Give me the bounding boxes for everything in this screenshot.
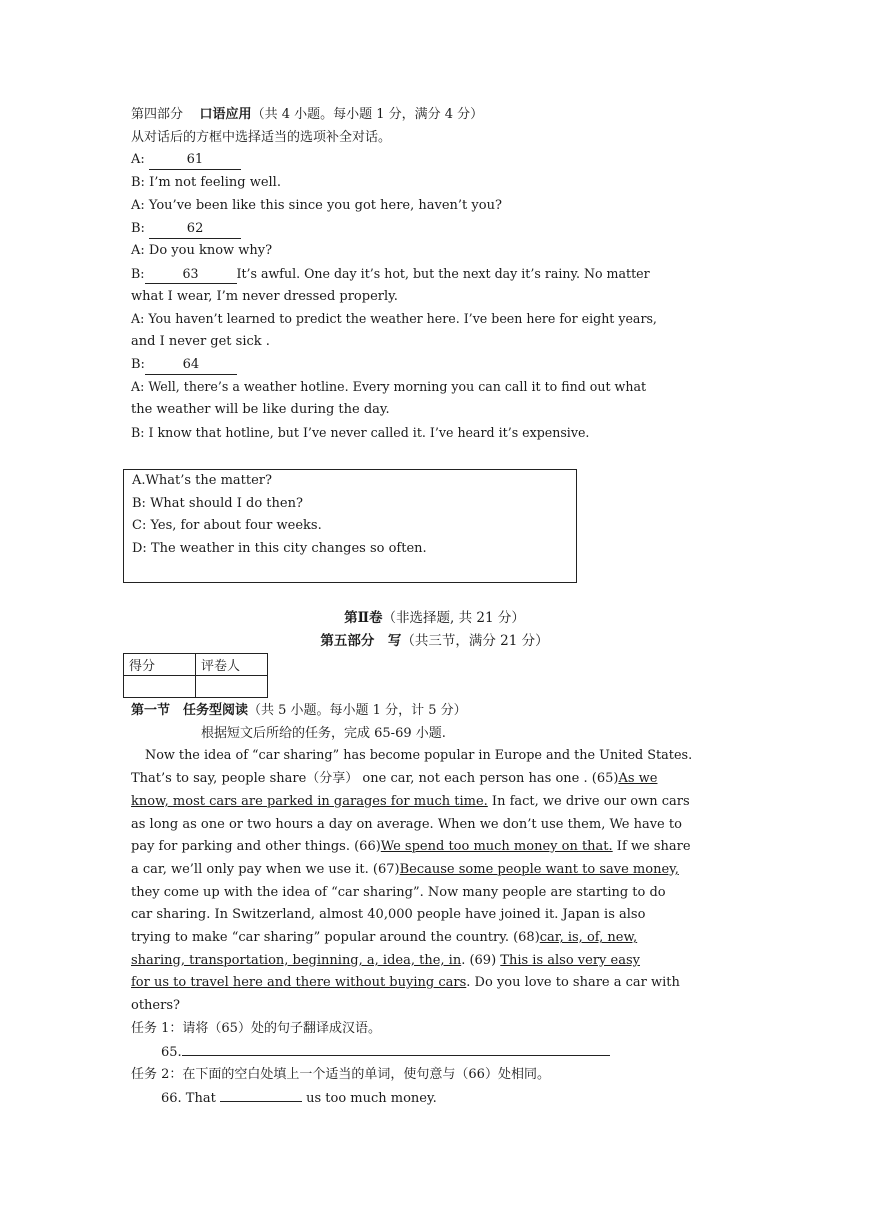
- score-table: [123, 653, 268, 698]
- section1: [131, 700, 741, 1111]
- task1-instruction: 任务 1：请将（65）处的句子翻译成汉语。: [131, 1020, 381, 1036]
- part4-instruction: 从对话后的方框中选择适当的选项补全对话。: [131, 129, 392, 145]
- option-c: C: Yes, for about four weeks.: [132, 518, 322, 534]
- option-a: A.What’s the matter?: [132, 473, 272, 488]
- answer-line-65[interactable]: [182, 1041, 610, 1056]
- dialogue-line: and I never get sick .: [131, 334, 270, 350]
- dialogue-line: A: Do you know why?: [131, 243, 273, 259]
- dialogue-line: what I wear, I’m never dressed properly.: [131, 288, 398, 304]
- part5-title: 第五部分 写（共三节，满分 21 分）: [320, 633, 549, 649]
- answer-blank-66[interactable]: [220, 1087, 302, 1102]
- sentence-69: This is also very easy: [500, 952, 640, 968]
- score-header: 得分: [124, 654, 196, 676]
- question-65: 65.: [131, 1041, 741, 1065]
- sentence-69: for us to travel here and there without buying cars: [131, 975, 467, 991]
- sentence-65: As we: [618, 771, 658, 787]
- blank-62[interactable]: 62: [149, 220, 241, 239]
- score-cell[interactable]: [124, 676, 196, 698]
- grader-header: 评卷人: [196, 654, 268, 676]
- reading-passage: Now the idea of “car sharing” has become popular in Europe and the United States. That’s to say, people share（分享） one car, not each person has one . (65)As we know, most cars are parked in garages for much time. In fact, we drive our own cars as long as one or two hours a day on average. When we don’t use them, We have to pay for parking and other things. (66)We spend too much money on that. If we share a car, we’ll only pay when we use it. (67)Because some people want to save money, they come up with the idea of “car sharing”. Now many people are starting to do car sharing. In Switzerland, almost 40,000 people have joined it. Japan is also trying to make “car sharing” popular around the country. (68)car, is, of, new, sharing, transportation, beginning, a, idea, the, in. (69) This is also very easy for us to travel here and there without buying cars. Do you love to share a car with others?: [131, 748, 693, 1014]
- section1-title: 第一节 任务型阅读（共 5 小题。每小题 1 分，计 5 分）: [131, 703, 467, 718]
- option-b: B: What should I do then?: [132, 495, 303, 511]
- dialogue-line: B: 62: [131, 218, 741, 241]
- dialogue-line: B: 63 It’s awful. One day it’s hot, but the next day it’s rainy. No matter: [131, 263, 741, 286]
- blank-64[interactable]: 64: [145, 356, 237, 375]
- sentence-65: know, most cars are parked in garages for much time.: [131, 793, 488, 809]
- options-box: [123, 469, 577, 583]
- dialogue-line: B: I’m not feeling well.: [131, 175, 281, 191]
- dialogue-line: A: 61: [131, 149, 741, 172]
- dialogue-line: A: You’ve been like this since you got here, haven’t you?: [131, 197, 502, 213]
- dialogue-line: A: Well, there’s a weather hotline. Every morning you can call it to find out what: [131, 379, 647, 395]
- part4-title: 第四部分 口语应用（共 4 小题。每小题 1 分，满分 4 分）: [131, 107, 484, 122]
- dialogue-line: B: I know that hotline, but I’ve never called it. I’ve heard it’s expensive.: [131, 424, 590, 440]
- blank-61[interactable]: 61: [149, 151, 241, 170]
- blank-63[interactable]: 63: [145, 265, 237, 284]
- option-d: D: The weather in this city changes so often.: [132, 541, 427, 557]
- grader-cell[interactable]: [196, 676, 268, 698]
- sentence-66: We spend too much money on that.: [380, 839, 613, 855]
- sentence-67: Because some people want to save money,: [399, 861, 679, 877]
- part4-section: [131, 104, 741, 445]
- section1-instruction: 根据短文后所给的任务，完成 65-69 小题.: [201, 725, 446, 741]
- question-66: 66. That us too much money.: [131, 1087, 741, 1111]
- dialogue-line: the weather will be like during the day.: [131, 402, 390, 418]
- task2-instruction: 任务 2：在下面的空白处填上一个适当的单词，使句意与（66）处相同。: [131, 1067, 550, 1083]
- dialogue-line: B: 64: [131, 354, 741, 377]
- sentence-68: car, is, of, new,: [539, 930, 638, 946]
- dialogue-line: A: You haven’t learned to predict the weather here. I’ve been here for eight years,: [131, 311, 657, 327]
- sentence-68: sharing, transportation, beginning, a, idea, the, in: [131, 952, 462, 968]
- volume2-title: 第Ⅱ卷（非选择题, 共 21 分）: [344, 610, 525, 626]
